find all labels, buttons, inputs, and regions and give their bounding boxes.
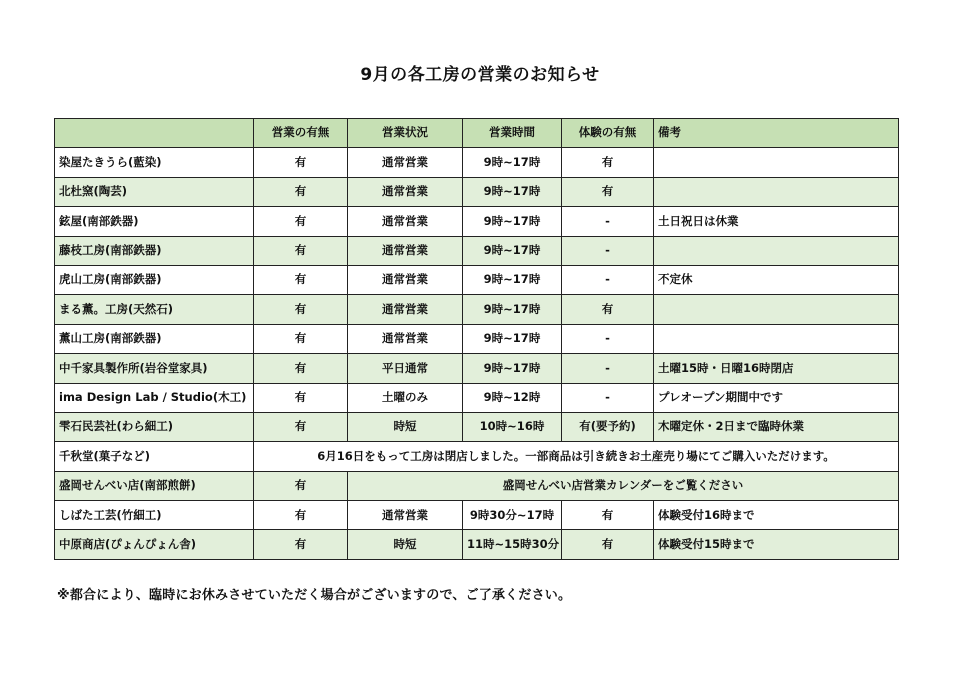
note-cell bbox=[654, 324, 899, 353]
hours-cell: 9時~17時 bbox=[463, 295, 562, 324]
experience-cell: - bbox=[562, 207, 654, 236]
status-cell: 通常営業 bbox=[348, 148, 463, 177]
experience-cell: 有 bbox=[562, 177, 654, 206]
workshop-name: 千秋堂(菓子など) bbox=[55, 442, 254, 471]
workshop-name: 鉉屋(南部鉄器) bbox=[55, 207, 254, 236]
open-cell: 有 bbox=[254, 324, 348, 353]
note-cell bbox=[654, 295, 899, 324]
experience-cell: 有 bbox=[562, 530, 654, 559]
table-row bbox=[55, 236, 899, 265]
hours-cell: 9時~17時 bbox=[463, 236, 562, 265]
note-cell: プレオープン期間中です bbox=[654, 383, 899, 412]
footnote: ※都合により、臨時にお休みさせていただく場合がございますので、ご了承ください。 bbox=[57, 588, 572, 603]
workshop-name: 中原商店(ぴょんぴょん舎) bbox=[55, 530, 254, 559]
workshop-name: 染屋たきうら(藍染) bbox=[55, 148, 254, 177]
table-row bbox=[55, 265, 899, 294]
open-cell: 有 bbox=[254, 471, 348, 500]
calendar-message: 盛岡せんべい店営業カレンダーをご覧ください bbox=[348, 471, 899, 500]
note-cell bbox=[654, 177, 899, 206]
workshop-name: 虎山工房(南部鉄器) bbox=[55, 265, 254, 294]
workshop-name: 薫山工房(南部鉄器) bbox=[55, 324, 254, 353]
note-cell: 不定休 bbox=[654, 265, 899, 294]
hours-cell: 9時~17時 bbox=[463, 207, 562, 236]
header-hours: 営業時間 bbox=[463, 119, 562, 148]
status-cell: 土曜のみ bbox=[348, 383, 463, 412]
table-row bbox=[55, 412, 899, 441]
workshop-name: ima Design Lab / Studio(木工) bbox=[55, 383, 254, 412]
experience-cell: - bbox=[562, 236, 654, 265]
open-cell: 有 bbox=[254, 295, 348, 324]
experience-cell: 有(要予約) bbox=[562, 412, 654, 441]
table-row bbox=[55, 383, 899, 412]
table-row-closed bbox=[55, 442, 899, 471]
hours-cell: 9時30分~17時 bbox=[463, 501, 562, 530]
open-cell: 有 bbox=[254, 354, 348, 383]
open-cell: 有 bbox=[254, 236, 348, 265]
workshop-name: しばた工芸(竹細工) bbox=[55, 501, 254, 530]
header-status: 営業状況 bbox=[348, 119, 463, 148]
note-cell: 体験受付16時まで bbox=[654, 501, 899, 530]
note-cell: 木曜定休・2日まで臨時休業 bbox=[654, 412, 899, 441]
open-cell: 有 bbox=[254, 148, 348, 177]
table-row bbox=[55, 207, 899, 236]
workshop-name: 北杜窯(陶芸) bbox=[55, 177, 254, 206]
table-row bbox=[55, 177, 899, 206]
table-row bbox=[55, 324, 899, 353]
workshop-name: 藤枝工房(南部鉄器) bbox=[55, 236, 254, 265]
hours-cell: 9時~12時 bbox=[463, 383, 562, 412]
experience-cell: 有 bbox=[562, 295, 654, 324]
status-cell: 通常営業 bbox=[348, 295, 463, 324]
note-cell: 土日祝日は休業 bbox=[654, 207, 899, 236]
status-cell: 通常営業 bbox=[348, 236, 463, 265]
header-workshop bbox=[55, 119, 254, 148]
experience-cell: 有 bbox=[562, 148, 654, 177]
experience-cell: - bbox=[562, 324, 654, 353]
status-cell: 通常営業 bbox=[348, 207, 463, 236]
status-cell: 通常営業 bbox=[348, 177, 463, 206]
experience-cell: - bbox=[562, 265, 654, 294]
open-cell: 有 bbox=[254, 177, 348, 206]
note-cell bbox=[654, 236, 899, 265]
open-cell: 有 bbox=[254, 530, 348, 559]
hours-cell: 9時~17時 bbox=[463, 148, 562, 177]
header-note: 備考 bbox=[654, 119, 899, 148]
table-row bbox=[55, 148, 899, 177]
open-cell: 有 bbox=[254, 383, 348, 412]
note-cell: 体験受付15時まで bbox=[654, 530, 899, 559]
status-cell: 通常営業 bbox=[348, 324, 463, 353]
status-cell: 通常営業 bbox=[348, 265, 463, 294]
header-open: 営業の有無 bbox=[254, 119, 348, 148]
table-row bbox=[55, 530, 899, 559]
table-header-row bbox=[55, 119, 899, 148]
experience-cell: - bbox=[562, 354, 654, 383]
hours-cell: 9時~17時 bbox=[463, 265, 562, 294]
hours-cell: 9時~17時 bbox=[463, 177, 562, 206]
status-cell: 通常営業 bbox=[348, 501, 463, 530]
page-title: 9月の各工房の営業のお知らせ bbox=[360, 65, 600, 85]
open-cell: 有 bbox=[254, 265, 348, 294]
open-cell: 有 bbox=[254, 207, 348, 236]
hours-cell: 9時~17時 bbox=[463, 324, 562, 353]
table-row bbox=[55, 501, 899, 530]
status-cell: 時短 bbox=[348, 412, 463, 441]
table-row-calendar bbox=[55, 471, 899, 500]
workshop-name: 中千家具製作所(岩谷堂家具) bbox=[55, 354, 254, 383]
experience-cell: - bbox=[562, 383, 654, 412]
workshop-name: 雫石民芸社(わら細工) bbox=[55, 412, 254, 441]
workshop-name: 盛岡せんべい店(南部煎餅) bbox=[55, 471, 254, 500]
hours-cell: 10時~16時 bbox=[463, 412, 562, 441]
table-row bbox=[55, 354, 899, 383]
hours-cell: 9時~17時 bbox=[463, 354, 562, 383]
table-row bbox=[55, 295, 899, 324]
open-cell: 有 bbox=[254, 412, 348, 441]
note-cell bbox=[654, 148, 899, 177]
note-cell: 土曜15時・日曜16時閉店 bbox=[654, 354, 899, 383]
workshop-name: まる薫。工房(天然石) bbox=[55, 295, 254, 324]
status-cell: 平日通常 bbox=[348, 354, 463, 383]
open-cell: 有 bbox=[254, 501, 348, 530]
experience-cell: 有 bbox=[562, 501, 654, 530]
workshop-schedule-table bbox=[54, 118, 899, 560]
hours-cell: 11時~15時30分 bbox=[463, 530, 562, 559]
status-cell: 時短 bbox=[348, 530, 463, 559]
header-experience: 体験の有無 bbox=[562, 119, 654, 148]
closure-message: 6月16日をもって工房は閉店しました。一部商品は引き続きお土産売り場にてご購入いただけます。 bbox=[254, 442, 899, 471]
